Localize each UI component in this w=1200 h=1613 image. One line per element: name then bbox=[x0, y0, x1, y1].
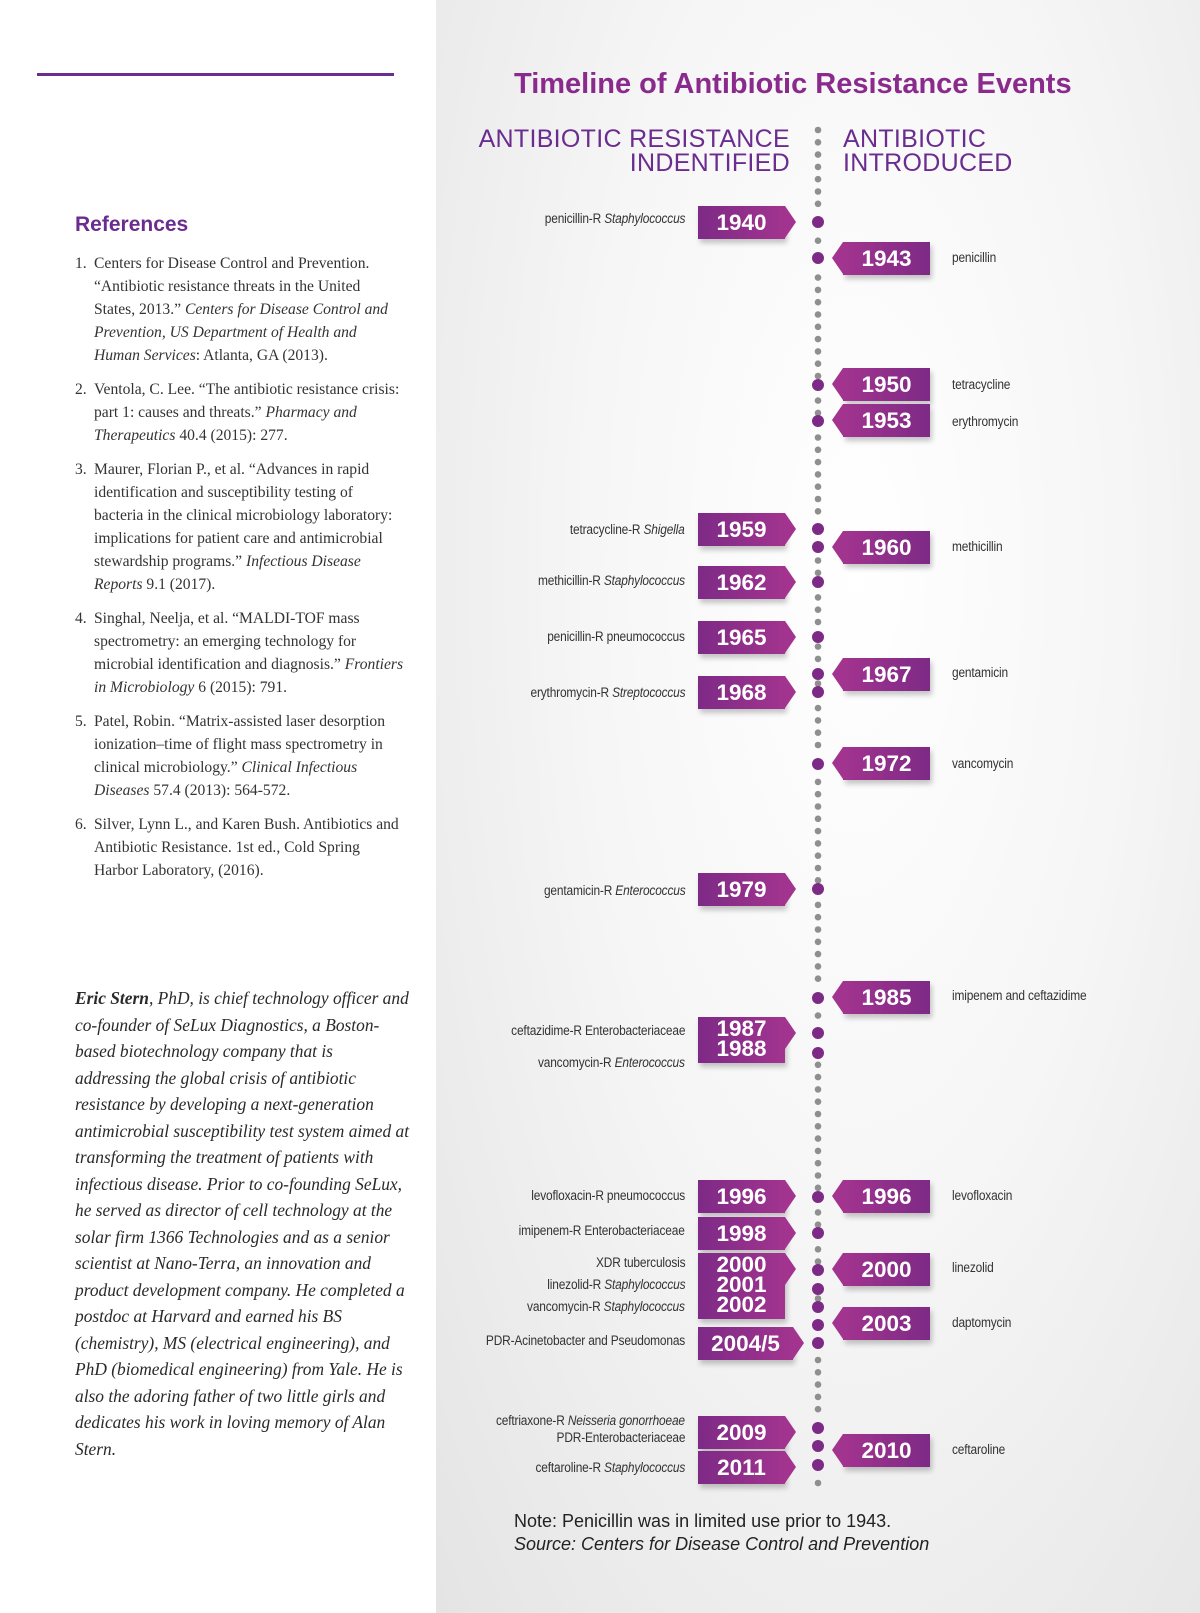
resistance-year-tag: 1959 bbox=[698, 513, 785, 546]
event-dot bbox=[812, 576, 824, 588]
reference-item: 2. Ventola, C. Lee. “The antibiotic resistance crisis: part 1: causes and threats.” Pharmacy and Therapeutics 40.4 (2015): 277. bbox=[75, 381, 400, 444]
bio-text: , PhD, is chief technology officer and co-founder of SeLux Diagnostics, a Boston-based biotechnology company that is addressing the global crisis of antibiotic resistance by developing a next-generation antimicrobial susceptibility test system aimed at transforming the treatment of patients with infectious disease. Prior to co-founding SeLux, he served as director of cell technology at the solar firm 1366 Technologies and as a senior scientist at Nano-Terra, an innovation and product development company. He completed a postdoc at Harvard and earned his BS (chemistry), MS (electrical engineering), and PhD (biomedical engineering) from Yale. He is also the adoring father of two little girls and dedicates his work in loving memory of Alan Stern. bbox=[75, 988, 410, 1459]
axis-dot bbox=[815, 680, 822, 687]
axis-dot bbox=[815, 1062, 822, 1069]
axis-dot bbox=[815, 496, 822, 503]
event-dot bbox=[812, 1283, 824, 1295]
axis-dot bbox=[815, 902, 822, 909]
axis-dot bbox=[815, 1480, 822, 1487]
axis-dot bbox=[815, 508, 822, 515]
axis-dot bbox=[815, 1246, 822, 1253]
resistance-year-tag: 1996 bbox=[698, 1180, 785, 1213]
axis-dot bbox=[815, 237, 822, 244]
source-text: Source: Centers for Disease Control and Prevention bbox=[514, 1534, 930, 1554]
axis-dot bbox=[815, 1074, 822, 1081]
axis-dot bbox=[815, 779, 822, 786]
event-dot bbox=[812, 883, 824, 895]
reference-item: 5. Patel, Robin. “Matrix-assisted laser desorption ionization–time of flight mass spectrometry in clinical microbiology.” Clinical Infectious Diseases 57.4 (2013): 564-572. bbox=[75, 713, 386, 799]
axis-dot bbox=[815, 348, 822, 355]
event-dot bbox=[812, 415, 824, 427]
introduced-label: tetracycline bbox=[952, 377, 1011, 393]
resistance-column-heading: ANTIBIOTIC RESISTANCE INDENTIFIED bbox=[478, 125, 790, 177]
introduced-year-tag: 1953 bbox=[843, 404, 930, 437]
resistance-year-tag: 2004/5 bbox=[698, 1327, 793, 1360]
axis-dot bbox=[815, 287, 822, 294]
resistance-label: vancomycin-R Enterococcus bbox=[538, 1055, 685, 1071]
axis-dot bbox=[815, 606, 822, 613]
introduced-column-heading: ANTIBIOTIC INTRODUCED bbox=[843, 125, 1013, 177]
axis-dot bbox=[815, 1406, 822, 1413]
introduced-year-tag: 1972 bbox=[843, 747, 930, 780]
resistance-label: linezolid-R Staphylococcus bbox=[546, 1277, 685, 1293]
introduced-year-tag: 1943 bbox=[843, 242, 930, 275]
event-dot bbox=[812, 216, 824, 228]
introduced-label: levofloxacin bbox=[952, 1188, 1013, 1204]
resistance-label: levofloxacin-R pneumococcus bbox=[531, 1188, 685, 1204]
event-dot bbox=[812, 1459, 824, 1471]
axis-dot bbox=[815, 434, 822, 441]
axis-dot bbox=[815, 717, 822, 724]
axis-dot bbox=[815, 939, 822, 946]
resistance-label: XDR tuberculosis bbox=[595, 1255, 685, 1271]
resistance-label: methicillin-R Staphylococcus bbox=[538, 573, 685, 589]
event-dot bbox=[812, 992, 824, 1004]
axis-dot bbox=[815, 459, 822, 466]
reference-item: 3. Maurer, Florian P., et al. “Advances in rapid identification and susceptibility testing of bacteria in the clinical microbiology laboratory: implications for patient care and antimicrobial stewardship programs.” Infectious Disease Reports 9.1 (2017). bbox=[75, 461, 393, 593]
event-dot bbox=[812, 1264, 824, 1276]
axis-dot bbox=[815, 570, 822, 577]
axis-dot bbox=[815, 705, 822, 712]
event-dot bbox=[812, 379, 824, 391]
axis-dot bbox=[815, 1098, 822, 1105]
event-dot bbox=[812, 1319, 824, 1331]
axis-dot bbox=[815, 1394, 822, 1401]
introduced-year-tag: 1960 bbox=[843, 531, 930, 564]
introduced-year-tag: 1950 bbox=[843, 368, 930, 401]
resistance-year-tag: 2009 bbox=[698, 1416, 785, 1449]
axis-dot bbox=[815, 1258, 822, 1265]
introduced-label: vancomycin bbox=[952, 756, 1014, 772]
resistance-label: PDR-Enterobacteriaceae bbox=[556, 1430, 685, 1446]
introduced-label: linezolid bbox=[952, 1260, 994, 1276]
timeline-note bbox=[514, 1510, 929, 1556]
resistance-label: vancomycin-R Staphylococcus bbox=[527, 1299, 685, 1315]
axis-dot bbox=[815, 360, 822, 367]
resistance-label: penicillin-R Staphylococcus bbox=[544, 211, 685, 227]
resistance-label: ceftaroline-R Staphylococcus bbox=[535, 1460, 685, 1476]
axis-dot bbox=[815, 963, 822, 970]
resistance-label: tetracycline-R Shigella bbox=[570, 522, 685, 538]
event-dot bbox=[812, 1301, 824, 1313]
resistance-year-tag: 1968 bbox=[698, 676, 785, 709]
introduced-label: methicillin bbox=[952, 539, 1003, 555]
axis-dot bbox=[815, 865, 822, 872]
axis-dot bbox=[815, 729, 822, 736]
axis-dot bbox=[815, 877, 822, 884]
axis-dot bbox=[815, 852, 822, 859]
axis-dot bbox=[815, 1135, 822, 1142]
axis-dot bbox=[815, 127, 822, 134]
axis-dot bbox=[815, 1160, 822, 1167]
resistance-year-tag: 1940 bbox=[698, 206, 785, 239]
axis-dot bbox=[815, 803, 822, 810]
event-dot bbox=[812, 523, 824, 535]
reference-item: 4. Singhal, Neelja, et al. “MALDI-TOF mass spectrometry: an emerging technology for microbial identification and diagnosis.” Frontiers in Microbiology 6 (2015): 791. bbox=[75, 610, 404, 696]
event-dot bbox=[812, 1337, 824, 1349]
resistance-label: erythromycin-R Streptococcus bbox=[530, 685, 685, 701]
resistance-year-tag-group: 2000 2001 2002 bbox=[698, 1253, 785, 1319]
axis-dot bbox=[815, 164, 822, 171]
axis-dot bbox=[815, 1111, 822, 1118]
axis-dot bbox=[815, 975, 822, 982]
axis-dot bbox=[815, 483, 822, 490]
axis-dot bbox=[815, 828, 822, 835]
axis-dot bbox=[815, 951, 822, 958]
axis-dot bbox=[815, 299, 822, 306]
introduced-label: daptomycin bbox=[952, 1315, 1012, 1331]
axis-dot bbox=[815, 151, 822, 158]
axis-dot bbox=[815, 656, 822, 663]
note-text: Note: Penicillin was in limited use prior to 1943. bbox=[514, 1511, 892, 1531]
axis-dot bbox=[815, 619, 822, 626]
axis-dot bbox=[815, 188, 822, 195]
event-dot bbox=[812, 252, 824, 264]
resistance-label: gentamicin-R Enterococcus bbox=[543, 883, 685, 899]
event-dot bbox=[812, 686, 824, 698]
axis-dot bbox=[815, 742, 822, 749]
bio-name: Eric Stern bbox=[75, 988, 149, 1008]
introduced-label: ceftaroline bbox=[952, 1442, 1006, 1458]
event-dot bbox=[812, 1440, 824, 1452]
introduced-year-tag: 1985 bbox=[843, 981, 930, 1014]
axis-dot bbox=[815, 176, 822, 183]
event-dot bbox=[812, 1027, 824, 1039]
event-dot bbox=[812, 1422, 824, 1434]
introduced-year-tag: 1967 bbox=[843, 658, 930, 691]
introduced-year-tag: 1996 bbox=[843, 1180, 930, 1213]
axis-dot bbox=[815, 816, 822, 823]
introduced-label: erythromycin bbox=[952, 414, 1019, 430]
axis-dot bbox=[815, 1148, 822, 1155]
event-dot bbox=[812, 1227, 824, 1239]
axis-dot bbox=[815, 471, 822, 478]
reference-item: 1. Centers for Disease Control and Prevention. “Antibiotic resistance threats in the United States, 2013.” Centers for Disease Control and Prevention, US Department of Health and Human Services: Atlanta, GA (2013). bbox=[75, 255, 388, 364]
axis-dot bbox=[815, 373, 822, 380]
resistance-year-tag-group: 1987 1988 bbox=[698, 1017, 785, 1063]
resistance-label: imipenem-R Enterobacteriaceae bbox=[518, 1223, 685, 1239]
axis-dot bbox=[815, 1381, 822, 1388]
event-dot bbox=[812, 758, 824, 770]
resistance-label: ceftazidime-R Enterobacteriaceae bbox=[510, 1023, 685, 1039]
axis-dot bbox=[815, 311, 822, 318]
reference-item: 6. Silver, Lynn L., and Karen Bush. Antibiotics and Antibiotic Resistance. 1st ed., Cold Spring Harbor Laboratory, (2016). bbox=[75, 816, 399, 879]
event-dot bbox=[812, 668, 824, 680]
axis-dot bbox=[815, 324, 822, 331]
axis-dot bbox=[815, 1172, 822, 1179]
resistance-label: PDR-Acinetobacter and Pseudomonas bbox=[485, 1333, 685, 1349]
axis-dot bbox=[815, 791, 822, 798]
axis-dot bbox=[815, 336, 822, 343]
axis-dot bbox=[815, 914, 822, 921]
axis-dot bbox=[815, 557, 822, 564]
resistance-year-tag: 1965 bbox=[698, 621, 785, 654]
introduced-label: gentamicin bbox=[952, 665, 1008, 681]
resistance-label: penicillin-R pneumococcus bbox=[547, 629, 685, 645]
introduced-year-tag: 2000 bbox=[843, 1253, 930, 1286]
event-dot bbox=[812, 541, 824, 553]
introduced-label: imipenem and ceftazidime bbox=[952, 988, 1087, 1004]
axis-dot bbox=[815, 1369, 822, 1376]
axis-dot bbox=[815, 447, 822, 454]
axis-dot bbox=[815, 840, 822, 847]
axis-dot bbox=[815, 594, 822, 601]
introduced-year-tag: 2003 bbox=[843, 1307, 930, 1340]
references-title: References bbox=[75, 213, 189, 236]
axis-dot bbox=[815, 139, 822, 146]
axis-dot bbox=[815, 1086, 822, 1093]
timeline-title: Timeline of Antibiotic Resistance Events bbox=[514, 68, 1072, 100]
axis-dot bbox=[815, 1357, 822, 1364]
axis-dot bbox=[815, 643, 822, 650]
resistance-year-tag: 1998 bbox=[698, 1217, 785, 1250]
resistance-year-tag: 1979 bbox=[698, 873, 785, 906]
introduced-label: penicillin bbox=[952, 250, 997, 266]
axis-dot bbox=[815, 1185, 822, 1192]
axis-dot bbox=[815, 1209, 822, 1216]
axis-dot bbox=[815, 1123, 822, 1130]
resistance-year-tag: 1962 bbox=[698, 566, 785, 599]
event-dot bbox=[812, 1047, 824, 1059]
axis-dot bbox=[815, 926, 822, 933]
axis-dot bbox=[815, 397, 822, 404]
axis-dot bbox=[815, 201, 822, 208]
introduced-year-tag: 2010 bbox=[843, 1434, 930, 1467]
axis-dot bbox=[815, 1012, 822, 1019]
axis-dot bbox=[815, 274, 822, 281]
axis-dot bbox=[815, 1295, 822, 1302]
event-dot bbox=[812, 1191, 824, 1203]
resistance-label: ceftriaxone-R Neisseria gonorrhoeae bbox=[496, 1413, 685, 1429]
event-dot bbox=[812, 631, 824, 643]
resistance-year-tag: 2011 bbox=[698, 1451, 785, 1484]
